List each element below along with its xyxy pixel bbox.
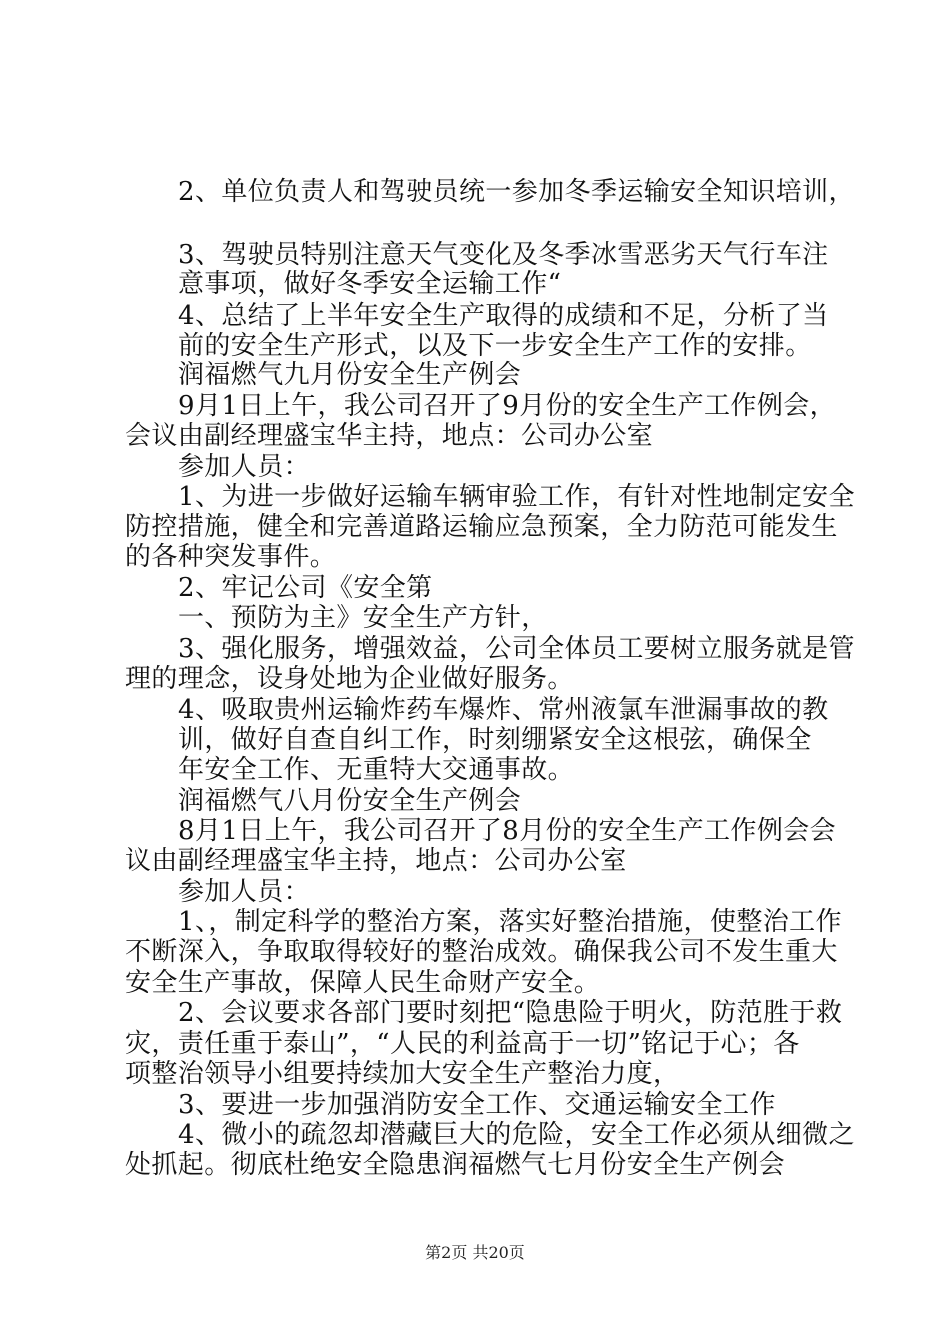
text-line: 1、为进一步做好运输车辆审验工作，有针对性地制定安全 (178, 482, 855, 512)
text-line: 8月1日上午，我公司召开了8月份的安全生产工作例会会 (178, 816, 837, 846)
text-line: 处抓起。彻底杜绝安全隐患润福燃气七月份安全生产例会 (125, 1150, 786, 1180)
text-line: 2、会议要求各部门要时刻把“隐患险于明火，防范胜于救 (178, 998, 843, 1028)
section-heading: 润福燃气八月份安全生产例会 (178, 786, 522, 816)
text-line: 1、，制定科学的整治方案，落实好整治措施，使整治工作 (178, 907, 842, 937)
text-line: 一、预防为主》安全生产方针， (178, 603, 548, 633)
text-line: 9月1日上午，我公司召开了9月份的安全生产工作例会， (178, 391, 837, 421)
text-line: 2、牢记公司《安全第 (178, 573, 433, 603)
text-line: 3、要进一步加强消防安全工作、交通运输安全工作 (178, 1090, 776, 1120)
text-line: 防控措施，健全和完善道路运输应急预案，全力防范可能发生 (125, 512, 838, 542)
text-line: 4、微小的疏忽却潜藏巨大的危险，安全工作必须从细微之 (178, 1120, 855, 1150)
text-line: 灾，责任重于泰山”，“人民的利益高于一切”铭记于心；各 (125, 1029, 800, 1059)
text-line: 不断深入，争取取得较好的整治成效。确保我公司不发生重大 (125, 937, 838, 967)
text-line: 3、驾驶员特别注意天气变化及冬季冰雪恶劣天气行车注 (178, 240, 829, 270)
text-line: 前的安全生产形式，以及下一步安全生产工作的安排。 (178, 331, 812, 361)
text-line: 年安全工作、无重特大交通事故。 (178, 755, 575, 785)
section-heading: 润福燃气九月份安全生产例会 (178, 360, 522, 390)
text-line: 2、单位负责人和驾驶员统一参加冬季运输安全知识培训， (178, 177, 855, 207)
text-line: 参加人员： (178, 877, 311, 907)
text-line: 参加人员： (178, 452, 311, 482)
text-line: 4、吸取贵州运输炸药车爆炸、常州液氯车泄漏事故的教 (178, 695, 829, 725)
text-line: 理的理念，设身处地为企业做好服务。 (125, 664, 574, 694)
text-line: 议由副经理盛宝华主持，地点：公司办公室 (125, 846, 627, 876)
text-line: 项整治领导小组要持续加大安全生产整治力度， (125, 1059, 680, 1089)
text-line: 的各种突发事件。 (125, 542, 337, 572)
text-line: 训，做好自查自纠工作，时刻绷紧安全这根弦，确保全 (178, 725, 812, 755)
page-number-footer: 第2页 共20页 (425, 1243, 525, 1262)
text-line: 意事项，做好冬季安全运输工作“ (178, 269, 562, 299)
text-line: 3、强化服务，增强效益，公司全体员工要树立服务就是管 (178, 634, 855, 664)
text-line: 会议由副经理盛宝华主持，地点：公司办公室 (125, 421, 654, 451)
text-line: 4、总结了上半年安全生产取得的成绩和不足，分析了当 (178, 301, 829, 331)
text-line: 安全生产事故，保障人民生命财产安全。 (125, 968, 601, 998)
